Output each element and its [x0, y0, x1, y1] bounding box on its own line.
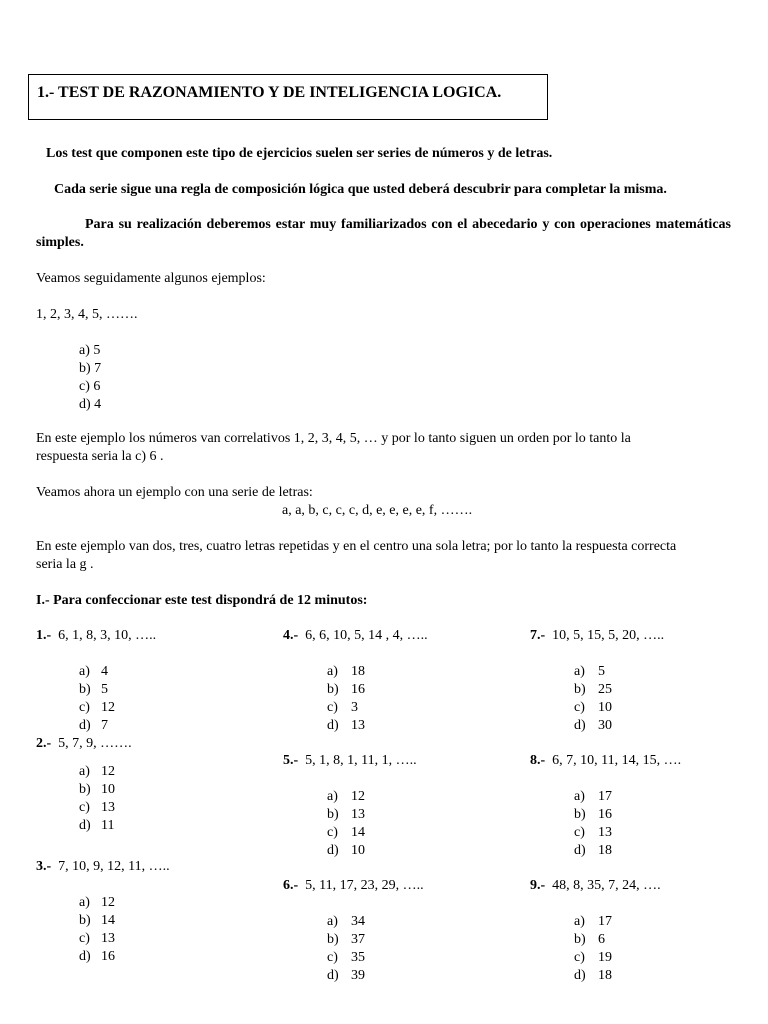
question-series: 6, 7, 10, 11, 14, 15, …. [552, 753, 682, 768]
question-options [327, 788, 365, 860]
answer-option-value: 5 [598, 664, 605, 679]
answer-option-value: 14 [101, 913, 115, 928]
answer-option [574, 967, 612, 985]
question-block-8 [530, 752, 682, 858]
title-box [28, 74, 548, 120]
answer-option [79, 717, 115, 735]
answer-option-letter: c) [327, 825, 338, 840]
answer-option-letter: b) [327, 807, 339, 822]
answer-option [79, 763, 115, 781]
question-series: 6, 1, 8, 3, 10, ….. [58, 628, 157, 643]
answer-option-value: 13 [351, 807, 365, 822]
answer-option-value: 13 [351, 718, 365, 733]
answer-option [79, 663, 115, 681]
answer-option-value: 12 [101, 764, 115, 779]
intro-paragraph-3: Para su realización deberemos estar muy familiarizados con el abecedario y con operaciones matemáticas simples. [36, 217, 731, 250]
example1-explanation-line-2: respuesta seria la c) 6 . [36, 449, 164, 464]
answer-option-letter: a) [327, 914, 338, 929]
example1-option: d) 4 [79, 397, 102, 412]
answer-option [574, 788, 612, 806]
example1-option: b) 7 [79, 361, 102, 376]
answer-option-letter: c) [327, 700, 338, 715]
answer-option-value: 13 [101, 931, 115, 946]
answer-option-value: 5 [101, 682, 108, 697]
answer-option [574, 949, 612, 967]
answer-option-value: 17 [598, 914, 612, 929]
answer-option [327, 788, 365, 806]
answer-option-value: 18 [598, 843, 612, 858]
answer-option-value: 19 [598, 950, 612, 965]
question-options [327, 663, 365, 735]
answer-option-value: 12 [101, 700, 115, 715]
answer-option-letter: b) [79, 913, 91, 928]
answer-option [327, 824, 365, 842]
question-options [574, 663, 612, 735]
answer-option-value: 12 [101, 895, 115, 910]
question-number: 7.- [530, 628, 546, 643]
question-header [283, 752, 417, 770]
answer-option-value: 16 [101, 949, 115, 964]
question-series: 6, 6, 10, 5, 14 , 4, ….. [305, 628, 428, 643]
answer-option [79, 894, 115, 912]
answer-option [79, 799, 115, 817]
answer-option [327, 699, 365, 717]
answer-option [574, 931, 612, 949]
answer-option [327, 967, 365, 985]
answer-option-letter: a) [574, 914, 585, 929]
answer-option-value: 17 [598, 789, 612, 804]
question-block-4 [283, 627, 428, 733]
answer-option-letter: b) [79, 682, 91, 697]
example2-explanation-line-2: seria la g . [36, 557, 94, 572]
answer-option [574, 824, 612, 842]
section-heading: I.- Para confeccionar este test dispondrá de 12 minutos: [36, 593, 368, 608]
answer-option [79, 930, 115, 948]
intro-paragraph-2: Cada serie sigue una regla de composición lógica que usted deberá descubrir para completar la misma. [54, 182, 667, 197]
question-series: 5, 1, 8, 1, 11, 1, ….. [305, 753, 417, 768]
answer-option-letter: c) [327, 950, 338, 965]
question-block-7 [530, 627, 665, 733]
answer-option-letter: b) [574, 932, 586, 947]
answer-option [79, 781, 115, 799]
question-block-1 [36, 627, 157, 733]
answer-option [327, 717, 365, 735]
answer-option-value: 34 [351, 914, 365, 929]
question-options [79, 663, 115, 735]
answer-option-letter: c) [79, 800, 90, 815]
answer-option-letter: c) [574, 950, 585, 965]
answer-option-letter: c) [574, 825, 585, 840]
answer-option-value: 25 [598, 682, 612, 697]
answer-option-letter: b) [79, 782, 91, 797]
question-header [530, 877, 661, 895]
answer-option-value: 13 [101, 800, 115, 815]
answer-option-value: 3 [351, 700, 358, 715]
question-header [36, 858, 170, 876]
answer-option-value: 13 [598, 825, 612, 840]
question-block-3 [36, 858, 170, 964]
question-number: 9.- [530, 878, 546, 893]
answer-option-letter: b) [327, 682, 339, 697]
example1-series: 1, 2, 3, 4, 5, ……. [36, 307, 138, 322]
answer-option [574, 806, 612, 824]
answer-option [327, 681, 365, 699]
answer-option [79, 948, 115, 966]
answer-option-letter: a) [327, 789, 338, 804]
answer-option [574, 663, 612, 681]
answer-option [327, 806, 365, 824]
answer-option-letter: b) [574, 682, 586, 697]
question-series: 7, 10, 9, 12, 11, ….. [58, 859, 170, 874]
question-options [574, 913, 612, 985]
answer-option-letter: d) [574, 968, 586, 983]
question-header [530, 752, 681, 770]
question-number: 6.- [283, 878, 299, 893]
answer-option-letter: a) [574, 789, 585, 804]
example1-options [79, 342, 101, 414]
example1-option: c) 6 [79, 379, 101, 394]
answer-option-value: 10 [351, 843, 365, 858]
example1-option: a) 5 [79, 343, 101, 358]
answer-option-value: 7 [101, 718, 108, 733]
answer-option-letter: d) [327, 843, 339, 858]
answer-option [574, 681, 612, 699]
answer-option-value: 11 [101, 818, 115, 833]
answer-option-letter: a) [574, 664, 585, 679]
answer-option [79, 681, 115, 699]
answer-option-value: 14 [351, 825, 365, 840]
answer-option-letter: a) [79, 764, 90, 779]
answer-option [79, 912, 115, 930]
question-series: 5, 7, 9, ……. [58, 736, 132, 751]
answer-option-letter: d) [574, 843, 586, 858]
answer-option [79, 699, 115, 717]
question-number: 3.- [36, 859, 52, 874]
question-header [36, 735, 132, 753]
answer-option-value: 16 [351, 682, 365, 697]
answer-option-letter: d) [327, 718, 339, 733]
answer-option-value: 10 [598, 700, 612, 715]
answer-option-letter: b) [327, 932, 339, 947]
answer-option [327, 913, 365, 931]
answer-option-value: 18 [598, 968, 612, 983]
answer-option-letter: a) [79, 664, 90, 679]
answer-option [574, 842, 612, 860]
answer-option-value: 6 [598, 932, 605, 947]
question-series: 5, 11, 17, 23, 29, ….. [305, 878, 424, 893]
answer-option-letter: a) [79, 895, 90, 910]
answer-option-letter: d) [574, 718, 586, 733]
answer-option-letter: c) [574, 700, 585, 715]
example1-explanation-line-1: En este ejemplo los números van correlativos 1, 2, 3, 4, 5, … y por lo tanto siguen un orden por lo tanto la [36, 431, 631, 446]
answer-option-value: 12 [351, 789, 365, 804]
examples-intro: Veamos seguidamente algunos ejemplos: [36, 271, 266, 286]
answer-option-value: 4 [101, 664, 108, 679]
question-header [36, 627, 156, 645]
question-series: 48, 8, 35, 7, 24, …. [552, 878, 661, 893]
answer-option-value: 16 [598, 807, 612, 822]
answer-option [327, 931, 365, 949]
answer-option-letter: c) [79, 700, 90, 715]
answer-option-value: 18 [351, 664, 365, 679]
question-options [327, 913, 365, 985]
question-block-2 [36, 735, 132, 833]
question-number: 2.- [36, 736, 52, 751]
question-header [530, 627, 664, 645]
example2-explanation-line-1: En este ejemplo van dos, tres, cuatro letras repetidas y en el centro una sola letra; por lo tanto la respuesta correcta [36, 539, 677, 554]
question-number: 4.- [283, 628, 299, 643]
answer-option [327, 949, 365, 967]
answer-option [574, 913, 612, 931]
answer-option-value: 30 [598, 718, 612, 733]
example2-series: a, a, b, c, c, c, d, e, e, e, e, f, ……. [282, 503, 473, 518]
answer-option-value: 35 [351, 950, 365, 965]
answer-option-letter: d) [79, 949, 91, 964]
answer-option [79, 817, 115, 835]
answer-option-letter: a) [327, 664, 338, 679]
page-title: 1.- TEST DE RAZONAMIENTO Y DE INTELIGENCIA LOGICA. [37, 84, 502, 101]
question-number: 5.- [283, 753, 299, 768]
answer-option-letter: d) [327, 968, 339, 983]
answer-option-letter: b) [574, 807, 586, 822]
answer-option [327, 663, 365, 681]
answer-option-value: 10 [101, 782, 115, 797]
question-options [79, 894, 115, 966]
question-series: 10, 5, 15, 5, 20, ….. [552, 628, 665, 643]
question-options [79, 763, 115, 835]
answer-option-value: 39 [351, 968, 365, 983]
example2-intro: Veamos ahora un ejemplo con una serie de letras: [36, 485, 313, 500]
answer-option [574, 699, 612, 717]
answer-option-letter: d) [79, 818, 91, 833]
question-number: 8.- [530, 753, 546, 768]
answer-option-letter: d) [79, 718, 91, 733]
intro-paragraph-1: Los test que componen este tipo de ejercicios suelen ser series de números y de letras. [46, 146, 553, 161]
question-block-9 [530, 877, 661, 983]
question-block-5 [283, 752, 417, 858]
question-number: 1.- [36, 628, 52, 643]
question-options [574, 788, 612, 860]
question-header [283, 627, 428, 645]
question-block-6 [283, 877, 424, 983]
answer-option [327, 842, 365, 860]
answer-option-value: 37 [351, 932, 365, 947]
question-header [283, 877, 424, 895]
answer-option [574, 717, 612, 735]
answer-option-letter: c) [79, 931, 90, 946]
